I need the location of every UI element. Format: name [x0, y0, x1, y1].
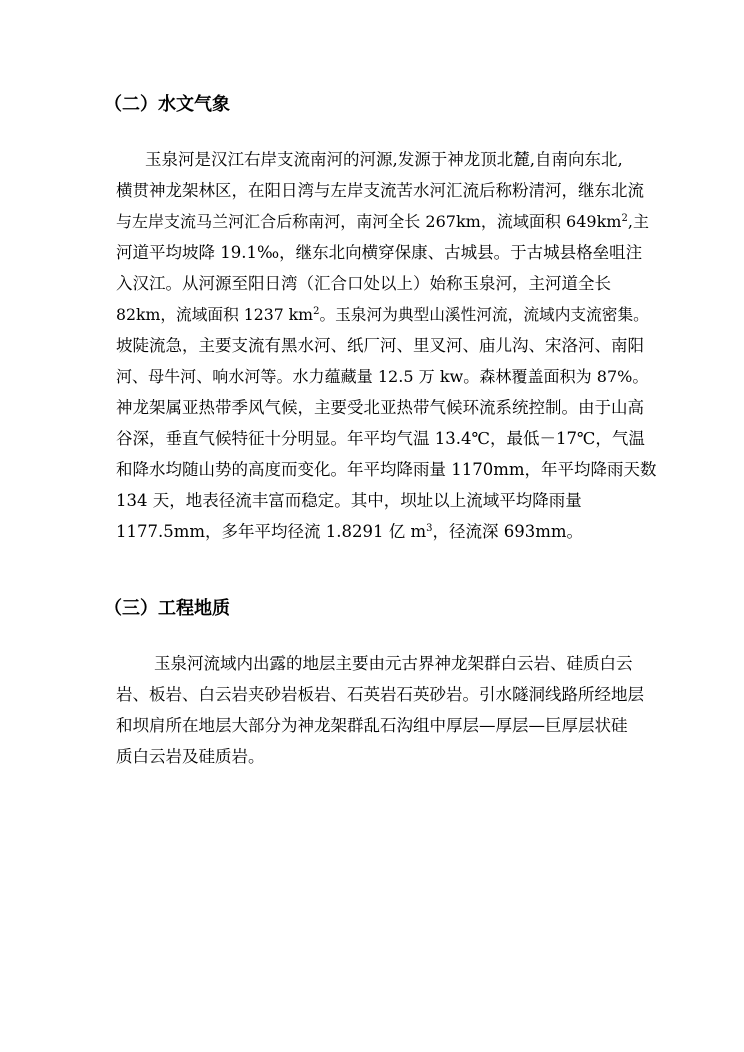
line-text: 82km，流域面积 1237 km: [116, 305, 314, 324]
paragraph-line: 134 天，地表径流丰富而稳定。其中，坝址以上流域平均降雨量: [116, 491, 582, 510]
paragraph-line: [116, 516, 660, 547]
geology-paragraph: [116, 648, 660, 772]
paragraph-line: 河、母牛河、响水河等。水力蕴藏量 12.5 万 kw。森林覆盖面积为 87%。: [116, 367, 649, 386]
superscript: 2: [621, 213, 628, 224]
paragraph-line: 河道平均坡降 19.1‰，继东北向横穿保康、古城县。于古城县格垒咀注: [116, 243, 643, 262]
paragraph-line: 入汉江。从河源至阳日湾（汇合口处以上）始称玉泉河，主河道全长: [116, 274, 611, 293]
paragraph-line: 神龙架属亚热带季风气候，主要受北亚热带气候环流系统控制。由于山高: [116, 398, 644, 417]
line-text: 。玉泉河为典型山溪性河流，流域内支流密集。: [319, 305, 649, 324]
section-heading-geology: （三）工程地质: [104, 598, 230, 619]
paragraph-line: 横贯神龙架林区，在阳日湾与左岸支流苦水河汇流后称粉清河，继东北流: [116, 181, 644, 200]
paragraph-line: 玉泉河是汉江右岸支流南河的河源,发源于神龙顶北麓,自南向东北,: [145, 150, 623, 169]
line-text: 1177.5mm，多年平均径流 1.8291 亿 m: [116, 522, 427, 541]
paragraph-line: 坡陡流急，主要支流有黑水河、纸厂河、里叉河、庙儿沟、宋洛河、南阳: [116, 336, 644, 355]
paragraph-line: 质白云岩及硅质岩。: [116, 747, 265, 766]
paragraph-line: 岩、板岩、白云岩夹砂岩板岩、石英岩石英砂岩。引水隧洞线路所经地层: [116, 685, 644, 704]
paragraph-line: [116, 299, 660, 330]
line-text: 与左岸支流马兰河汇合后称南河，南河全长 267km，流域面积 649km: [116, 212, 622, 231]
hydrology-paragraph: [116, 144, 660, 547]
paragraph-line: 谷深，垂直气候特征十分明显。年平均气温 13.4℃，最低－17℃，气温: [116, 429, 645, 448]
paragraph-line: [116, 206, 660, 237]
superscript: 3: [426, 523, 433, 534]
paragraph-line: 玉泉河流域内出露的地层主要由元古界神龙架群白云岩、硅质白云: [154, 654, 633, 673]
line-text: ，径流深 693mm。: [432, 522, 584, 541]
line-text: ,主: [627, 212, 649, 231]
section-heading-hydrology: （二）水文气象: [104, 94, 230, 115]
paragraph-line: 和降水均随山势的高度而变化。年平均降雨量 1170mm，年平均降雨天数: [116, 460, 657, 479]
paragraph-line: 和坝肩所在地层大部分为神龙架群乱石沟组中厚层—厚层—巨厚层状硅: [116, 716, 628, 735]
superscript: 2: [313, 306, 320, 317]
